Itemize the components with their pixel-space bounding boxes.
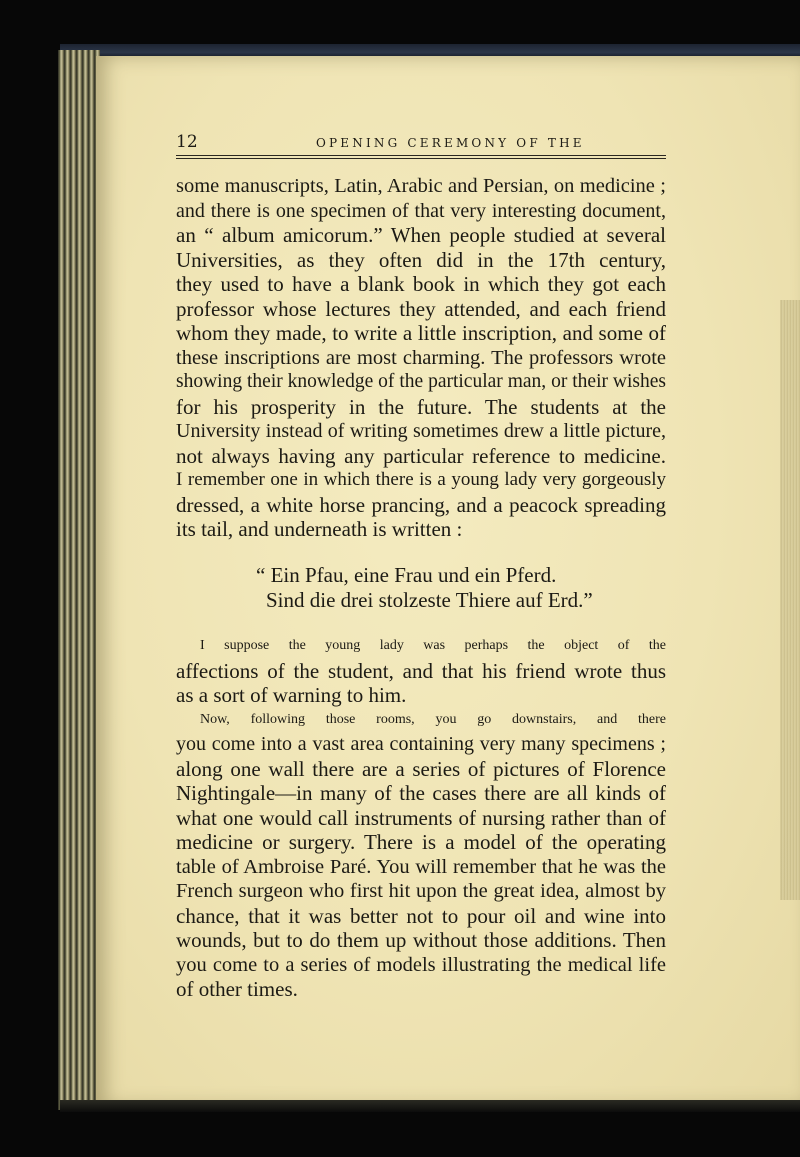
text-line: whom they made, to write a little inscription, and some of bbox=[176, 321, 666, 345]
page-stack-edge bbox=[780, 300, 800, 900]
text-line: Nightingale—in many of the cases there are all kinds of bbox=[176, 781, 666, 805]
verse-line: Sind die drei stolzeste Thiere auf Erd.” bbox=[266, 587, 593, 612]
text-line: I suppose the young lady was perhaps the object of the bbox=[200, 638, 666, 653]
paragraphs-2-3 bbox=[176, 634, 666, 1002]
text-line: along one wall there are a series of pictures of Florence bbox=[176, 756, 666, 781]
text-line: some manuscripts, Latin, Arabic and Persian, on medicine ; bbox=[176, 175, 666, 197]
text-line: table of Ambroise Paré. You will remember that he was the bbox=[176, 855, 666, 878]
text-line: what one would call instruments of nursing rather than of bbox=[176, 805, 666, 830]
text-line: affections of the student, and that his friend wrote thus bbox=[176, 658, 666, 683]
running-head: OPENING CEREMONY OF THE bbox=[316, 136, 585, 150]
text-line: Now, following those rooms, you go downstairs, and there bbox=[200, 711, 666, 727]
book-spine-gutter bbox=[58, 50, 100, 1110]
text-line: for his prosperity in the future. The students at the bbox=[176, 394, 666, 419]
text-line: French surgeon who first hit upon the great idea, almost by bbox=[176, 880, 666, 902]
text-line: I remember one in which there is a young lady very gorgeously bbox=[176, 469, 666, 490]
text-line: these inscriptions are most charming. The professors wrote bbox=[176, 346, 666, 369]
text-line: and there is one specimen of that very interesting document, bbox=[176, 199, 666, 222]
german-verse-quote bbox=[256, 563, 616, 612]
text-line: showing their knowledge of the particular man, or their wishes bbox=[176, 371, 666, 392]
text-line: not always having any particular reference to medicine. bbox=[176, 443, 666, 468]
text-line: of other times. bbox=[176, 977, 298, 1001]
text-line: its tail, and underneath is written : bbox=[176, 517, 463, 541]
page-header bbox=[176, 132, 666, 154]
text-line: professor whose lectures they attended, and each friend bbox=[176, 296, 666, 321]
text-line: wounds, but to do them up without those additions. Then bbox=[176, 928, 666, 952]
text-line: dressed, a white horse prancing, and a peacock spreading bbox=[176, 492, 666, 517]
text-line: you come to a series of models illustrating the medical life bbox=[176, 953, 666, 976]
text-line: University instead of writing sometimes drew a little picture, bbox=[176, 420, 666, 442]
header-double-rule bbox=[176, 155, 666, 159]
text-line: as a sort of warning to him. bbox=[176, 683, 407, 707]
text-line: an “ album amicorum.” When people studied at several bbox=[176, 223, 666, 247]
text-line: they used to have a blank book in which they got each bbox=[176, 272, 666, 296]
text-line: medicine or surgery. There is a model of the operating bbox=[176, 830, 666, 854]
text-line: Universities, as they often did in the 17th century, bbox=[176, 247, 666, 272]
text-line: you come into a vast area containing very many specimens ; bbox=[176, 733, 666, 755]
text-line: chance, that it was better not to pour oil and wine into bbox=[176, 903, 666, 928]
paragraph-1 bbox=[176, 174, 666, 542]
page-number: 12 bbox=[176, 132, 198, 152]
verse-line: “ Ein Pfau, eine Frau und ein Pferd. bbox=[256, 563, 557, 587]
book-bottom-edge bbox=[60, 1100, 800, 1112]
